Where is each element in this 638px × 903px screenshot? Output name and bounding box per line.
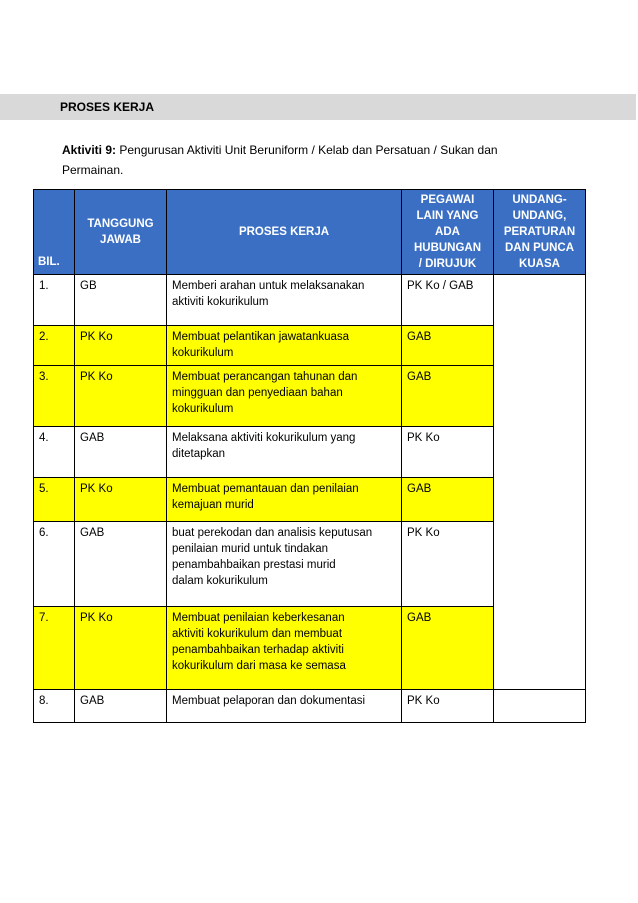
cell-pegawai: GAB [402,326,494,366]
cell-pegawai: GAB [402,366,494,427]
cell-tanggungjawab: PK Ko [75,478,167,522]
cell-proses: Membuat pelantikan jawatankuasa kokurikulum [167,326,402,366]
cell-proses: Membuat pelaporan dan dokumentasi [167,690,402,723]
header-bil: BIL. [34,190,75,275]
cell-bil: 7. [34,607,75,690]
cell-proses: Melaksana aktiviti kokurikulum yang ditetapkan [167,427,402,478]
cell-pegawai: GAB [402,607,494,690]
cell-tanggungjawab: PK Ko [75,326,167,366]
cell-proses: Membuat penilaian keberkesanan aktiviti kokurikulum dan membuat penambahbaikan terhadap aktiviti kokurikulum dari masa ke semasa [167,607,402,690]
cell-bil: 2. [34,326,75,366]
cell-proses: Membuat perancangan tahunan dan mingguan dan penyediaan bahan kokurikulum [167,366,402,427]
header-undang: UNDANG- UNDANG, PERATURAN DAN PUNCA KUASA [494,190,586,275]
table-row [34,275,586,326]
cell-bil: 3. [34,366,75,427]
cell-pegawai: GAB [402,478,494,522]
cell-proses: Memberi arahan untuk melaksanakan aktiviti kokurikulum [167,275,402,326]
cell-tanggungjawab: GAB [75,522,167,607]
table-row [34,690,586,723]
activity-description [62,140,542,180]
header-proses-kerja: PROSES KERJA [167,190,402,275]
section-header-bar [0,94,636,120]
work-process-table [33,189,586,723]
cell-bil: 8. [34,690,75,723]
cell-pegawai: PK Ko [402,522,494,607]
cell-tanggungjawab: GAB [75,690,167,723]
table-header-row [34,190,586,275]
cell-pegawai: PK Ko / GAB [402,275,494,326]
cell-bil: 6. [34,522,75,607]
activity-text: Pengurusan Aktiviti Unit Beruniform / Kelab dan Persatuan / Sukan dan Permainan. [62,143,498,177]
cell-undang [494,275,586,690]
cell-tanggungjawab: PK Ko [75,366,167,427]
cell-tanggungjawab: GB [75,275,167,326]
header-pegawai: PEGAWAI LAIN YANG ADA HUBUNGAN / DIRUJUK [402,190,494,275]
cell-proses: buat perekodan dan analisis keputusan penilaian murid untuk tindakan penambahbaikan prestasi murid dalam kokurikulum [167,522,402,607]
activity-label: Aktiviti 9: [62,143,117,157]
cell-tanggungjawab: PK Ko [75,607,167,690]
cell-pegawai: PK Ko [402,427,494,478]
section-title: PROSES KERJA [60,100,155,114]
header-tanggungjawab: TANGGUNG JAWAB [75,190,167,275]
cell-bil: 4. [34,427,75,478]
cell-proses: Membuat pemantauan dan penilaian kemajuan murid [167,478,402,522]
cell-tanggungjawab: GAB [75,427,167,478]
cell-pegawai: PK Ko [402,690,494,723]
cell-bil: 5. [34,478,75,522]
cell-undang [494,690,586,723]
cell-bil: 1. [34,275,75,326]
